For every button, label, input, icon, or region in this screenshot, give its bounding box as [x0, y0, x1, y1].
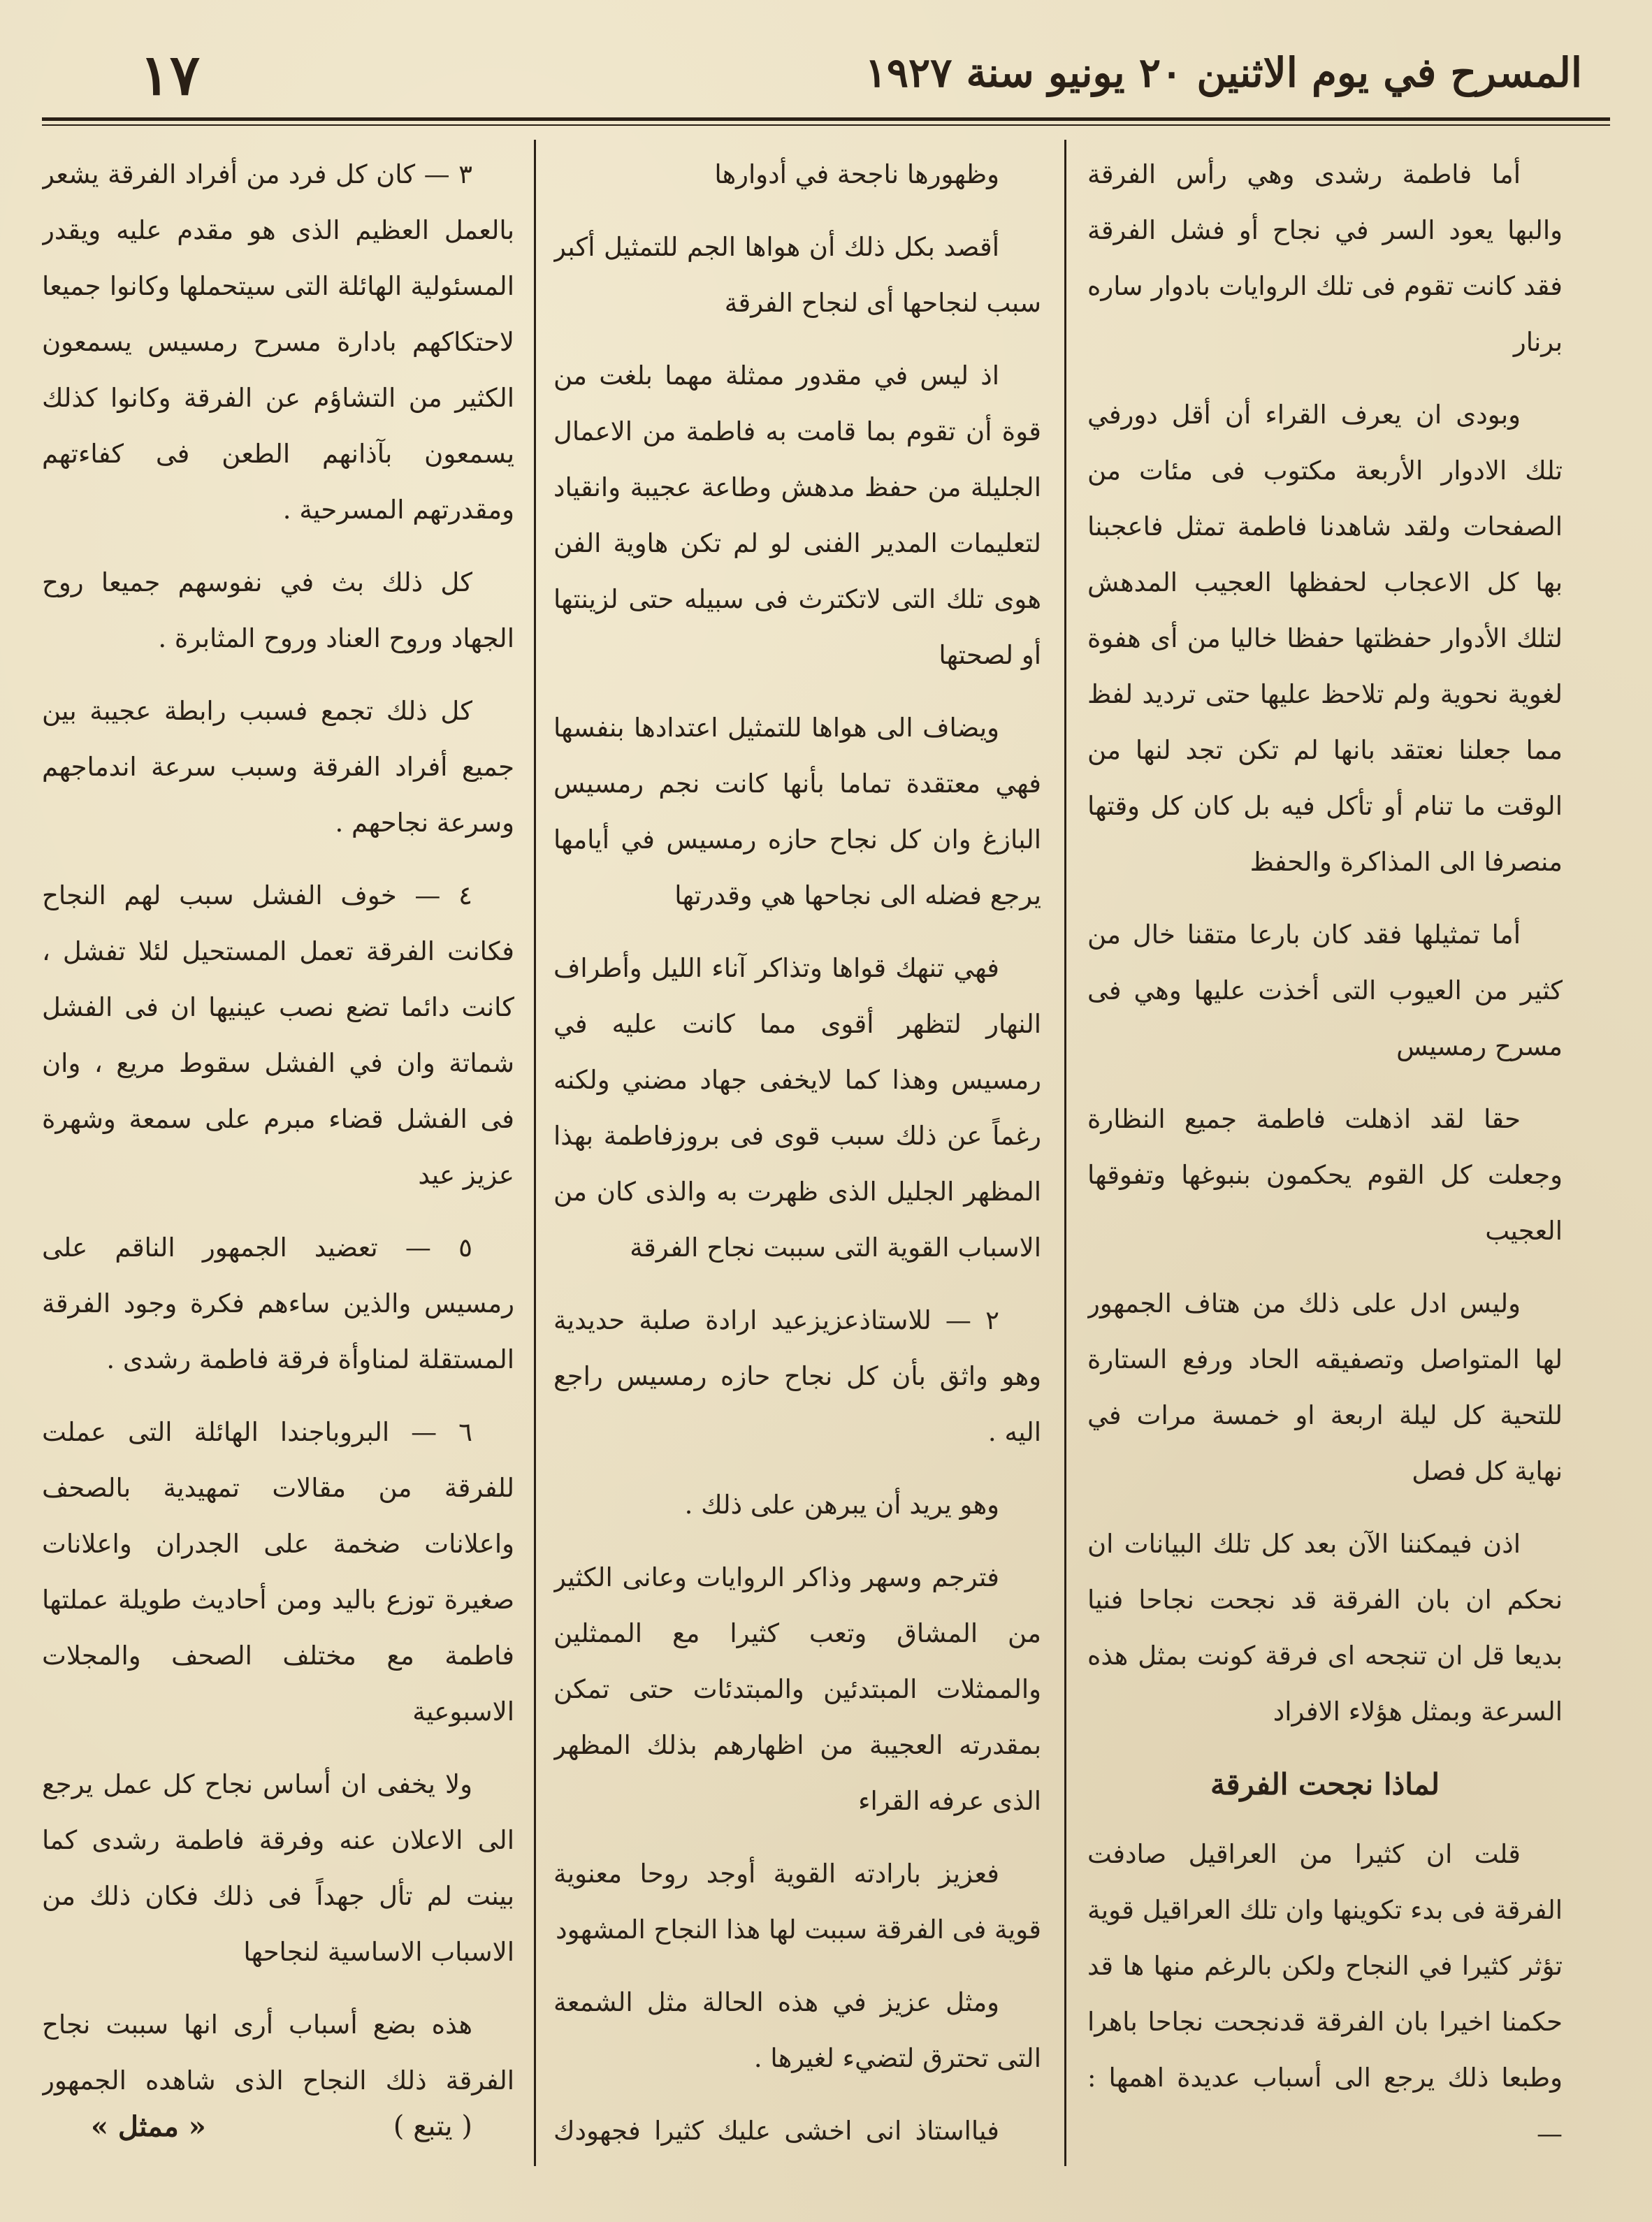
page-header-title: المسرح في يوم الاثنين ٢٠ يونيو سنة ١٩٢٧	[864, 49, 1582, 96]
paragraph: حقا لقد اذهلت فاطمة جميع النظارة وجعلت كل القوم يحكمون بنبوغها وتفوقها العجيب	[1087, 1104, 1563, 1246]
right-column	[1087, 147, 1563, 2166]
paragraph: اذ ليس في مقدور ممثلة مهما بلغت من قوة أن تقوم بما قامت به فاطمة من الاعمال الجليلة من حفظ مدهش وطاعة عجيبة وانقياد لتعليمات المدير الفنى لو لم تكن هاوية الفن هوى تلك التى لاتكترث فى سبيله حتى لزينتها أو لصحتها	[553, 361, 1041, 670]
paragraph: وبودى ان يعرف القراء أن أقل دورفي تلك الادوار الأربعة مكتوب فى مئات من الصفحات ولقد شاهدنا فاطمة تمثل فاعجبنا بها كل الاعجاب لحفظها العجيب المدهش لتلك الأدوار حفظتها حفظا خاليا من أى هفوة لغوية نحوية ولم تلاحظ عليها حتى ترديد لفظ مما جعلنا نعتقد بانها لم تكن تجد لنها من الوقت ما تنام أو تأكل فيه بل كان كل وقتها منصرفا الى المذاكرة والحفظ	[1087, 400, 1563, 877]
paragraph: ٢ — للاستاذعزيزعيد ارادة صلبة حديدية وهو واثق بأن كل نجاح حازه رمسيس راجع اليه .	[553, 1305, 1041, 1447]
paragraph: ٥ — تعضيد الجمهور الناقم على رمسيس والذين ساءهم فكرة وجود الفرقة المستقلة لمناوأة فرقة فاطمة رشدى .	[42, 1233, 514, 1374]
header-rule	[42, 117, 1610, 121]
paragraph: ومثل عزيز في هذه الحالة مثل الشمعة التى تحترق لتضيء لغيرها .	[553, 1987, 1041, 2073]
paragraph: أما تمثيلها فقد كان بارعا متقنا خال من كثير من العيوب التى أخذت عليها وهي فى مسرح رمسيس	[1087, 920, 1563, 1061]
paragraph: كل ذلك تجمع فسبب رابطة عجيبة بين جميع أفراد الفرقة وسبب سرعة اندماجهم وسرعة نجاحهم .	[42, 696, 514, 838]
paragraph: فترجم وسهر وذاكر الروايات وعانى الكثير من المشاق وتعب كثيرا مع الممثلين والممثلات المبتدئين والمبتدئات حتى تمكن بمقدرته العجيبة من اظهارهم بذلك المظهر الذى عرفه القراء	[553, 1562, 1041, 1816]
column-divider-left	[534, 140, 536, 2166]
paragraph: ٣ — كان كل فرد من أفراد الفرقة يشعر بالعمل العظيم الذى هو مقدم عليه ويقدر المسئولية الهائلة التى سيتحملها وكانوا جميعا لاحتكاكهم بادارة مسرح رمسيس يسمعون الكثير من التشاؤم عن الفرقة وكانوا كذلك يسمعون بآذانهم الطعن فى كفاءتهم ومقدرتهم المسرحية .	[42, 159, 514, 525]
page-number: ١٧	[140, 42, 200, 108]
header-rule-thin	[42, 124, 1610, 126]
paragraph: ٦ — البروباجندا الهائلة التى عملت للفرقة من مقالات تمهيدية بالصحف واعلانات ضخمة على الجدران واعلانات صغيرة توزع باليد ومن أحاديث طويلة عملتها فاطمة مع مختلف الصحف والمجلات الاسبوعية	[42, 1417, 514, 1727]
paragraph: فعزيز بارادته القوية أوجد روحا معنوية قوية فى الفرقة سببت لها هذا النجاح المشهود	[553, 1859, 1041, 1945]
paragraph: وليس ادل على ذلك من هتاف الجمهور لها المتواصل وتصفيقه الحاد ورفع الستارة للتحية كل ليلة اربعة او خمسة مرات في نهاية كل فصل	[1087, 1288, 1563, 1486]
paragraph: قلت ان كثيرا من العراقيل صادفت الفرقة فى بدء تكوينها وان تلك العراقيل قوية تؤثر كثيرا في النجاح ولكن بالرغم منها ها قد حكمنا اخيرا بان الفرقة قدنجحت نجاحا باهرا وطبعا ذلك يرجع الى أسباب عديدة اهمها : —	[1087, 1839, 1563, 2149]
paragraph: فيااستاذ انى اخشى عليك كثيرا فجهودك	[553, 2116, 999, 2146]
paragraph: وظهورها ناجحة في أدوارها	[714, 159, 999, 189]
article-footer	[42, 2110, 514, 2166]
middle-column	[553, 147, 1041, 2166]
paragraph: ويضاف الى هواها للتمثيل اعتدادها بنفسها فهي معتقدة تماما بأنها كانت نجم رمسيس البازغ وان كل نجاح حازه رمسيس في أيامها يرجع فضله الى نجاحها هي وقدرتها	[553, 713, 1041, 910]
paragraph: وهو يريد أن يبرهن على ذلك .	[684, 1490, 999, 1520]
paragraph: ولا يخفى ان أساس نجاح كل عمل يرجع الى الاعلان عنه وفرقة فاطمة رشدى كما بينت لم تأل جهداً فى ذلك فكان ذلك من الاسباب الاساسية لنجاحها	[42, 1769, 514, 1967]
paragraph: أقصد بكل ذلك أن هواها الجم للتمثيل أكبر سبب لنجاحها أى لنجاح الفرقة	[553, 232, 1041, 318]
paragraph: هذه بضع أسباب أرى انها سببت نجاح الفرقة ذلك النجاح الذى شاهده الجمهور	[42, 2010, 514, 2096]
section-heading: لماذا نجحت الفرقة	[1210, 1767, 1440, 1801]
author-signature: « ممثل »	[91, 2110, 206, 2143]
paragraph: ٤ — خوف الفشل سبب لهم النجاح فكانت الفرقة تعمل المستحيل لئلا تفشل ، كانت دائما تضع نصب عينيها ان فى الفشل شماتة وان في الفشل سقوط مريع ، وان فى الفشل قضاء مبرم على سمعة وشهرة عزيز عيد	[42, 880, 514, 1190]
continued-note: ( يتبع )	[393, 2110, 472, 2142]
column-divider-right	[1064, 140, 1066, 2166]
paragraph: فهي تنهك قواها وتذاكر آناء الليل وأطراف النهار لتظهر أقوى مما كانت عليه في رمسيس وهذا كما لايخفى جهاد مضني ولكنه رغماً عن ذلك سبب قوى فى بروزفاطمة بهذا المظهر الجليل الذى ظهرت به والذى كان من الاسباب القوية التى سببت نجاح الفرقة	[553, 953, 1041, 1263]
masthead	[42, 28, 1610, 119]
paragraph: كل ذلك بث في نفوسهم جميعا روح الجهاد وروح العناد وروح المثابرة .	[42, 567, 514, 653]
paragraph: أما فاطمة رشدى وهي رأس الفرقة والبها يعود السر في نجاح أو فشل الفرقة فقد كانت تقوم فى تلك الروايات بادوار ساره برنار	[1087, 159, 1563, 357]
paragraph: اذن فيمكننا الآن بعد كل تلك البيانات ان نحكم ان بان الفرقة قد نجحت نجاحا فنيا بديعا قل ان تنجحه اى فرقة كونت بمثل هذه السرعة وبمثل هؤلاء الافراد	[1087, 1529, 1563, 1727]
left-column	[42, 147, 514, 2103]
